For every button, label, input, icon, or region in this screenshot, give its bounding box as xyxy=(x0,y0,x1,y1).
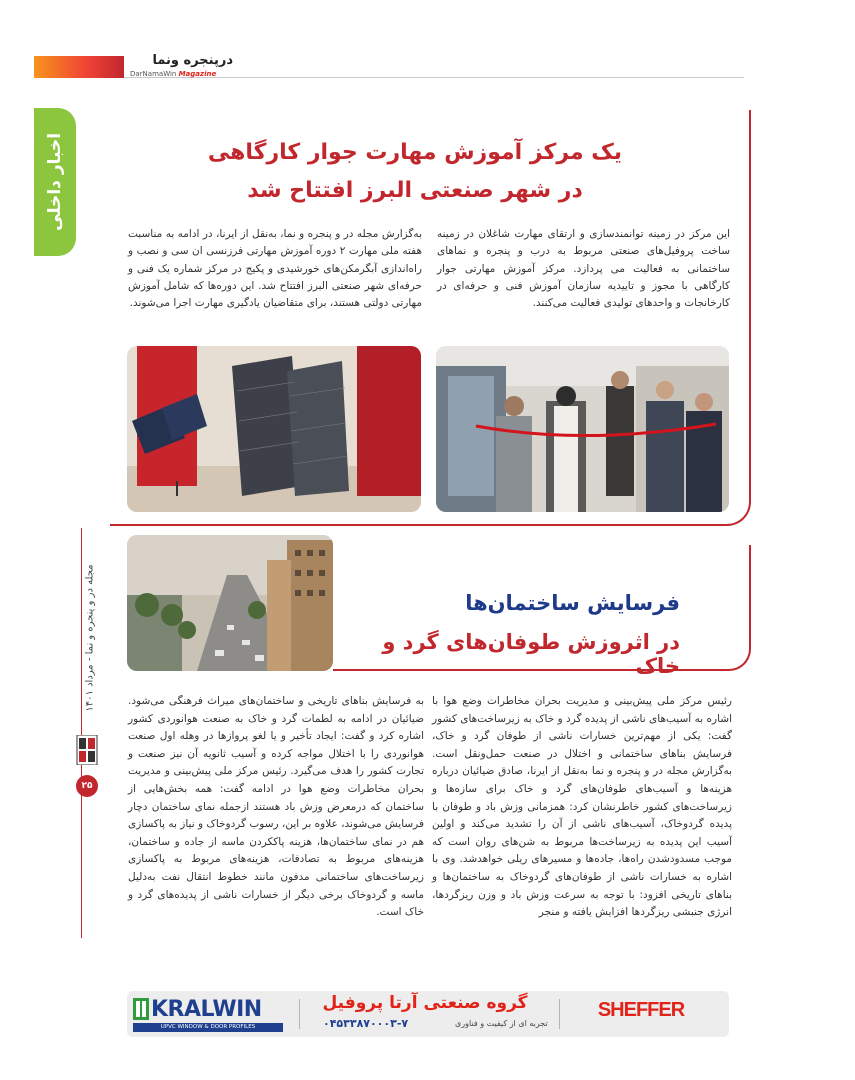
article1-title xyxy=(190,134,640,210)
magazine-logo[interactable] xyxy=(128,53,233,81)
article1-column-right: این مرکز در زمینه توانمندسازی و ارتقای مهارت شاغلان در زمینه ساخت پروفیل‌های صنعتی مربوط به درب و پنجره و نماهای ساختمانی به فعالیت می پردازد. مرکز آموزش مهارتی جوار کارگاهی با مجوز و تاییدیه سازمان آموزش فنی و حرفه‌ای در کارخانجات و واحدهای تولیدی فعالیت می‌کنند. xyxy=(437,228,730,310)
solar-panels-photo xyxy=(127,346,421,512)
article2-title-line2: در اثروزش طوفان‌های گرد و خاک xyxy=(382,630,680,678)
city-street-photo xyxy=(127,535,333,671)
logo-en-prefix: DarNamaWin xyxy=(130,70,179,78)
ad-slogan: تجربه ای از کیفیت و فناوری xyxy=(455,1019,548,1028)
ribbon-cutting-photo xyxy=(436,346,729,512)
ad-divider xyxy=(559,999,560,1029)
ad-phone: ۰۴۵۳۳۸۷۰۰۰۳-۷ xyxy=(323,1017,409,1030)
logo-en-suffix: Magazine xyxy=(178,70,217,78)
sheffer-logo: SHEFFER xyxy=(597,999,685,1021)
article2-title-line1: فرسایش ساختمان‌ها xyxy=(465,591,680,615)
section-tab[interactable] xyxy=(34,108,76,256)
kralwin-emblem-icon xyxy=(133,998,149,1020)
article1-column-left: به‌گزارش مجله در و پنجره و نما، به‌نقل از ایرنا، در ادامه به مناسبت هفته ملی مهارت ۲ دوره آموزش مهارتی فرزنسی ان سی و نصب و راه‌اندازی آبگرمکن‌های خورشیدی و پکیج در مرکز شماره یک فنی و حرفه‌ای شهر صنعتی البرز افتتاح شد. این دوره‌ها که شامل آموزش مهارتی دولتی هستند، برای متقاضیان یادگیری مهارت اجرا می‌شوند. xyxy=(128,228,422,310)
ad-company-title: گروه صنعتی آرتا پروفیل xyxy=(322,993,528,1013)
window-icon xyxy=(74,735,100,765)
header-color-strip xyxy=(34,56,124,78)
page-number: ۲۵ xyxy=(76,775,98,797)
article2-column-right: رئیس مرکز ملی پیش‌بینی و مدیریت بحران مخاطرات وضع هوا با اشاره به آسیب‌های ناشی از پدیده گرد و خاک به زیرساخت‌های کشور گفت: یکی از مهم‌ترین خسارات ناشی از طوفان گرد و خاک، فرسایش بناهای ساختمانی و اختلال در صنعت حمل‌ونقل است. به‌گزارش مجله در و پنجره و نما به‌نقل از ایرنا، صادق ضیائیان درباره هزینه‌ها و آسیب‌های طوفان‌های گرد و خاک برای سازه‌ها و زیرساخت‌های کشور خاطرنشان کرد: همزمانی وزش باد و طوفان با پدیده گردوخاک، آسیب‌های ناشی از آن را تشدید می‌کند و اولین آسیب این پدیده به زیرساخت‌ها مربوط به شن‌های روان است که موجب مسدودشدن راه‌ها، جاده‌ها و مسیرهای ریلی خواهدشد. وی با اشاره به خسارات ناشی از طوفان‌های گردوخاک به ساختمان‌ها و بناهای تاریخی افزود: با توجه به سرعت وزش باد و وزن ریزگردها، انرژی جنبشی ریزگردها افزایش یافته و منجر xyxy=(432,695,732,919)
page-rail-line xyxy=(81,528,82,938)
article1-title-line1: یک مرکز آموزش مهارت جوار کارگاهی xyxy=(207,140,623,165)
magazine-issue-label: مجله در و پنجره و نما - مرداد ۱۴۰۱ xyxy=(84,564,96,712)
advertisement-banner[interactable] xyxy=(127,991,729,1037)
logo-fa-text: درپنجره ونما xyxy=(152,53,233,68)
article1-title-line2: در شهر صنعتی البرز افتتاح شد xyxy=(247,178,583,203)
ad-divider xyxy=(299,999,300,1029)
kralwin-tagline: UPVC WINDOW & DOOR PROFILES xyxy=(133,1023,283,1032)
kralwin-name: KRALWIN xyxy=(151,997,262,1022)
article2-column-left: به فرسایش بناهای تاریخی و ساختمان‌های میراث فرهنگی می‌شود. ضیائیان در ادامه به لطمات گرد و خاک به صنعت هوانوردی کشور اشاره کرد و گفت: ایجاد تأخیر و یا لغو پروازها در وهله اول صنعت هوانوردی را با اختلال مواجه کرده و آسیب ثانویه آن نیز صنعت و تجارت کشور را هدف می‌گیرد. رئیس مرکز ملی پیش‌بینی و مدیریت بحران مخاطرات وضع هوا در ادامه گفت: همه بخش‌هایی از ساختمان که درمعرض وزش باد هستند ازجمله نمای ساختمان دچار فرسایش می‌شوند، علاوه بر این، رسوب گردوخاک و نیاز به پاکسازی هم در نمای ساختمان‌ها، هزینه پاککردن ماسه از جاده و ساختمان، هزینه‌های مربوط به تصادفات، هزینه‌های مربوط به پاکسازی زیرساخت‌های ساختمانی مدفون مانند خطوط انتقال نفت به‌دلیل ماسه و گردوخاک برخی دیگر از خسارات ناشی از پدیده‌های گرد و خاک است. xyxy=(128,695,424,919)
kralwin-logo xyxy=(133,996,283,1032)
section-tab-label: اخبار داخلی xyxy=(45,132,65,232)
logo-en-text xyxy=(130,70,216,78)
